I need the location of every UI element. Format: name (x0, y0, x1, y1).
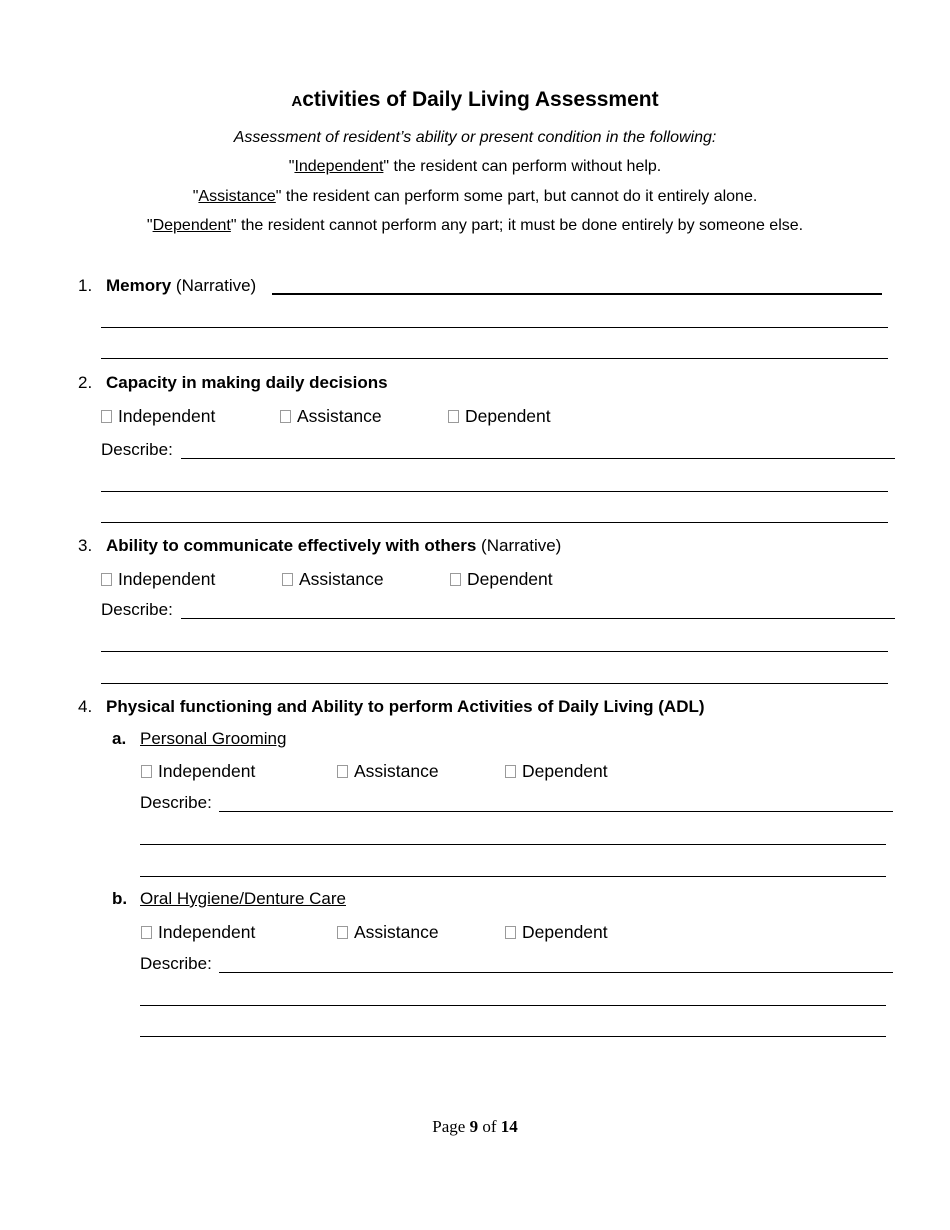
checkbox-icon[interactable] (505, 926, 516, 939)
checkbox-icon[interactable] (141, 926, 152, 939)
q4b-option-assistance[interactable]: Assistance (337, 922, 439, 943)
checkbox-icon[interactable] (280, 410, 291, 423)
q2-describe-line-3[interactable] (101, 522, 888, 523)
checkbox-icon[interactable] (505, 765, 516, 778)
definition-independent: "Independent" the resident can perform without help. (288, 158, 662, 175)
q4b-describe-line-1[interactable] (219, 972, 893, 973)
memory-answer-line-3[interactable] (101, 358, 888, 359)
q3-option-dependent[interactable]: Dependent (450, 569, 553, 590)
question-adl: 4. Physical functioning and Ability to perform Activities of Daily Living (ADL) (78, 697, 705, 716)
q4b-describe-line-2[interactable] (140, 1005, 886, 1006)
q4a-describe-line-2[interactable] (140, 844, 886, 845)
q4a-option-independent[interactable]: Independent (141, 761, 255, 782)
q2-option-assistance[interactable]: Assistance (280, 406, 382, 427)
q3-option-independent[interactable]: Independent (101, 569, 215, 590)
question-decisions: 2. Capacity in making daily decisions (78, 373, 388, 392)
subquestion-personal-grooming: a. Personal Grooming (112, 729, 287, 748)
q4a-describe-line-3[interactable] (140, 876, 886, 877)
definition-assistance: "Assistance" the resident can perform some part, but cannot do it entirely alone. (192, 188, 758, 205)
q4a-describe-label: Describe: (140, 793, 212, 812)
q3-describe-line-3[interactable] (101, 683, 888, 684)
q2-option-dependent[interactable]: Dependent (448, 406, 551, 427)
q3-describe-line-1[interactable] (181, 618, 895, 619)
q4a-option-assistance[interactable]: Assistance (337, 761, 439, 782)
checkbox-icon[interactable] (282, 573, 293, 586)
checkbox-icon[interactable] (337, 765, 348, 778)
q4b-option-dependent[interactable]: Dependent (505, 922, 608, 943)
q4b-describe-label: Describe: (140, 954, 212, 973)
memory-answer-line-1[interactable] (272, 293, 882, 295)
definition-dependent: "Dependent" the resident cannot perform any part; it must be done entirely by someone else. (146, 217, 804, 234)
checkbox-icon[interactable] (450, 573, 461, 586)
q3-option-assistance[interactable]: Assistance (282, 569, 384, 590)
page-number: Page 9 of 14 (432, 1117, 518, 1136)
q2-describe-line-1[interactable] (181, 458, 895, 459)
question-communicate: 3. Ability to communicate effectively with others (Narrative) (78, 536, 562, 555)
q4b-option-independent[interactable]: Independent (141, 922, 255, 943)
q4a-describe-line-1[interactable] (219, 811, 893, 812)
subtitle: Assessment of resident’s ability or present condition in the following: (233, 129, 717, 146)
checkbox-icon[interactable] (101, 573, 112, 586)
subquestion-oral-hygiene: b. Oral Hygiene/Denture Care (112, 889, 346, 908)
q4b-describe-line-3[interactable] (140, 1036, 886, 1037)
q2-describe-line-2[interactable] (101, 491, 888, 492)
question-memory: 1. Memory (Narrative) (78, 276, 257, 295)
checkbox-icon[interactable] (448, 410, 459, 423)
checkbox-icon[interactable] (141, 765, 152, 778)
checkbox-icon[interactable] (101, 410, 112, 423)
q2-describe-label: Describe: (101, 440, 173, 459)
page-title: Activities of Daily Living Assessment (291, 88, 659, 111)
q3-describe-line-2[interactable] (101, 651, 888, 652)
memory-answer-line-2[interactable] (101, 327, 888, 328)
checkbox-icon[interactable] (337, 926, 348, 939)
q4a-option-dependent[interactable]: Dependent (505, 761, 608, 782)
q3-describe-label: Describe: (101, 600, 173, 619)
q2-option-independent[interactable]: Independent (101, 406, 215, 427)
